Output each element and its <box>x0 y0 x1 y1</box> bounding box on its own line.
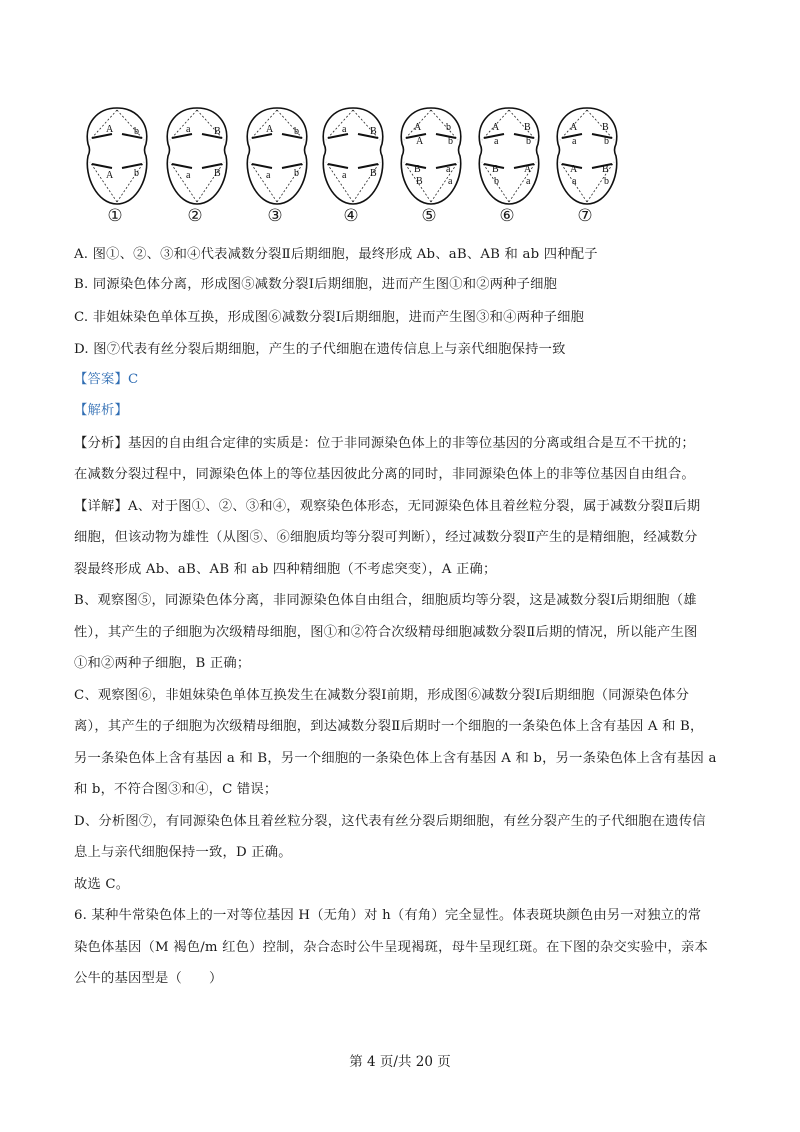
cell-6 <box>479 108 538 204</box>
gene-label: a <box>448 176 453 187</box>
cell-4 <box>323 108 382 204</box>
option-b: B. 同源染色体分离，形成图⑤减数分裂Ⅰ后期细胞，进而产生图①和②两种子细胞 <box>74 277 558 292</box>
cell-membrane <box>87 108 146 204</box>
gene-label: B <box>370 168 377 179</box>
option-a: A. 图①、②、③和④代表减数分裂Ⅱ后期细胞，最终形成 Ab、aB、AB 和 ab 四种配子 <box>74 247 598 262</box>
detail-line: D、分析图⑦，有同源染色体且着丝粒分裂，这代表有丝分裂后期细胞，有丝分裂产生的子代细胞在遗传信 <box>74 814 706 829</box>
cell-number-2: ② <box>187 206 203 226</box>
cell-1 <box>87 108 146 204</box>
conclusion-line: 故选 C。 <box>74 877 130 892</box>
gene-label: B <box>214 126 221 137</box>
cell-number-1: ① <box>107 206 123 226</box>
analysis-line: 【分析】基因的自由组合定律的实质是：位于非同源染色体上的非等位基因的分离或组合是互不干扰的； <box>74 436 695 451</box>
gene-label: A <box>416 136 424 147</box>
gene-label: B <box>602 122 609 133</box>
cell-number-4: ④ <box>343 206 359 226</box>
gene-label: A <box>106 124 114 135</box>
meiosis-figure <box>80 100 640 230</box>
cell-number-6: ⑥ <box>499 206 515 226</box>
question-line: 公牛的基因型是（ ） <box>74 971 223 986</box>
detail-line: B、观察图⑤，同源染色体分离，非同源染色体自由组合，细胞质均等分裂，这是减数分裂Ⅰ后期细胞（雄 <box>74 593 697 608</box>
question-line: 6. 某种牛常染色体上的一对等位基因 H（无角）对 h（有角）完全显性。体表斑块颜色由另一对独立的常 <box>74 908 702 923</box>
analysis-line: 在减数分裂过程中，同源染色体上的等位基因彼此分离的同时，非同源染色体上的非等位基因自由组合。 <box>74 467 695 482</box>
gene-label: B <box>414 164 421 175</box>
gene-label: b <box>134 126 139 137</box>
cell-membrane <box>247 108 306 204</box>
gene-label: B <box>370 126 377 137</box>
gene-label: b <box>526 136 531 147</box>
cell-7 <box>557 108 616 204</box>
gene-label: b <box>134 168 139 179</box>
gene-label: B <box>416 176 423 187</box>
chromosome <box>328 134 378 168</box>
gene-label: A <box>492 122 500 133</box>
gene-label: a <box>342 170 347 181</box>
gene-label: a <box>494 136 499 147</box>
cell-membrane <box>401 108 460 204</box>
option-c: C. 非姐妹染色单体互换，形成图⑥减数分裂Ⅰ后期细胞，进而产生图③和④两种子细胞 <box>74 310 585 325</box>
detail-line: 另一条染色体上含有基因 a 和 B，另一个细胞的一条染色体上含有基因 A 和 b，另一条染色体上含有基因 a <box>74 751 717 766</box>
cell-membrane <box>323 108 382 204</box>
gene-label: A <box>266 124 274 135</box>
gene-label: a <box>186 170 191 181</box>
cell-number-5: ⑤ <box>421 206 437 226</box>
gene-label: a <box>446 164 451 175</box>
cell-3 <box>247 108 306 204</box>
gene-label: B <box>524 122 531 133</box>
gene-label: b <box>294 126 299 137</box>
gene-label: B <box>602 164 609 175</box>
gene-label: a <box>572 176 577 187</box>
gene-label: a <box>572 136 577 147</box>
detail-line: 细胞，但该动物为雄性（从图⑤、⑥细胞质均等分裂可判断），经过减数分裂Ⅱ产生的是精细胞，经减数分 <box>74 530 698 545</box>
gene-label: a <box>266 170 271 181</box>
gene-label: a <box>526 176 531 187</box>
gene-label: b <box>604 176 609 187</box>
question-line: 染色体基因（M 褐色/m 红色）控制，杂合态时公牛呈现褐斑，母牛呈现红斑。在下图的杂交实验中，亲本 <box>74 940 709 955</box>
detail-line: ①和②两种子细胞，B 正确； <box>74 656 251 671</box>
cell-number-3: ③ <box>267 206 283 226</box>
gene-label: a <box>342 124 347 135</box>
gene-label: b <box>604 136 609 147</box>
detail-line: C、观察图⑥，非姐妹染色单体互换发生在减数分裂Ⅰ前期，形成图⑥减数分裂Ⅰ后期细胞（同源染色体分 <box>74 688 690 703</box>
gene-label: b <box>448 136 453 147</box>
gene-label: b <box>494 176 499 187</box>
gene-label: b <box>446 122 451 133</box>
detail-line: 性），其产生的子细胞为次级精母细胞，图①和②符合次级精母细胞减数分裂Ⅱ后期的情况，所以能产生图 <box>74 625 698 640</box>
cell-5 <box>401 108 460 204</box>
option-d: D. 图⑦代表有丝分裂后期细胞，产生的子代细胞在遗传信息上与亲代细胞保持一致 <box>74 342 566 357</box>
gene-label: a <box>186 124 191 135</box>
chromosome <box>252 134 302 168</box>
gene-label: A <box>570 164 578 175</box>
gene-label: A <box>524 164 532 175</box>
gene-label: A <box>570 122 578 133</box>
page-footer: 第 4 页/共 20 页 <box>349 1054 451 1070</box>
chromosome <box>92 134 142 168</box>
chromosome <box>172 134 222 168</box>
detail-line: 离），其产生的子细胞为次级精母细胞，到达减数分裂Ⅱ后期时一个细胞的一条染色体上含有基因 A 和 B， <box>74 719 704 734</box>
gene-label: B <box>492 164 499 175</box>
answer-label: 【答案】C <box>74 372 139 387</box>
analysis-label: 【解析】 <box>74 403 128 418</box>
spindle-fibers <box>90 110 144 202</box>
detail-line: 息上与亲代细胞保持一致，D 正确。 <box>74 845 292 860</box>
gene-label: A <box>106 170 114 181</box>
spindle-fibers <box>326 110 380 202</box>
cell-number-7: ⑦ <box>577 206 593 226</box>
spindle-fibers <box>170 110 224 202</box>
spindle-fibers <box>250 110 304 202</box>
cell-membrane <box>167 108 226 204</box>
gene-label: B <box>214 168 221 179</box>
gene-label: A <box>414 122 422 133</box>
gene-label: b <box>294 168 299 179</box>
detail-line: 【详解】A、对于图①、②、③和④，观察染色体形态，无同源染色体且着丝粒分裂，属于减数分裂Ⅱ后期 <box>74 499 701 514</box>
detail-line: 裂最终形成 Ab、aB、AB 和 ab 四种精细胞（不考虑突变），A 正确； <box>74 562 497 577</box>
cell-2 <box>167 108 226 204</box>
detail-line: 和 b，不符合图③和④，C 错误； <box>74 782 278 797</box>
